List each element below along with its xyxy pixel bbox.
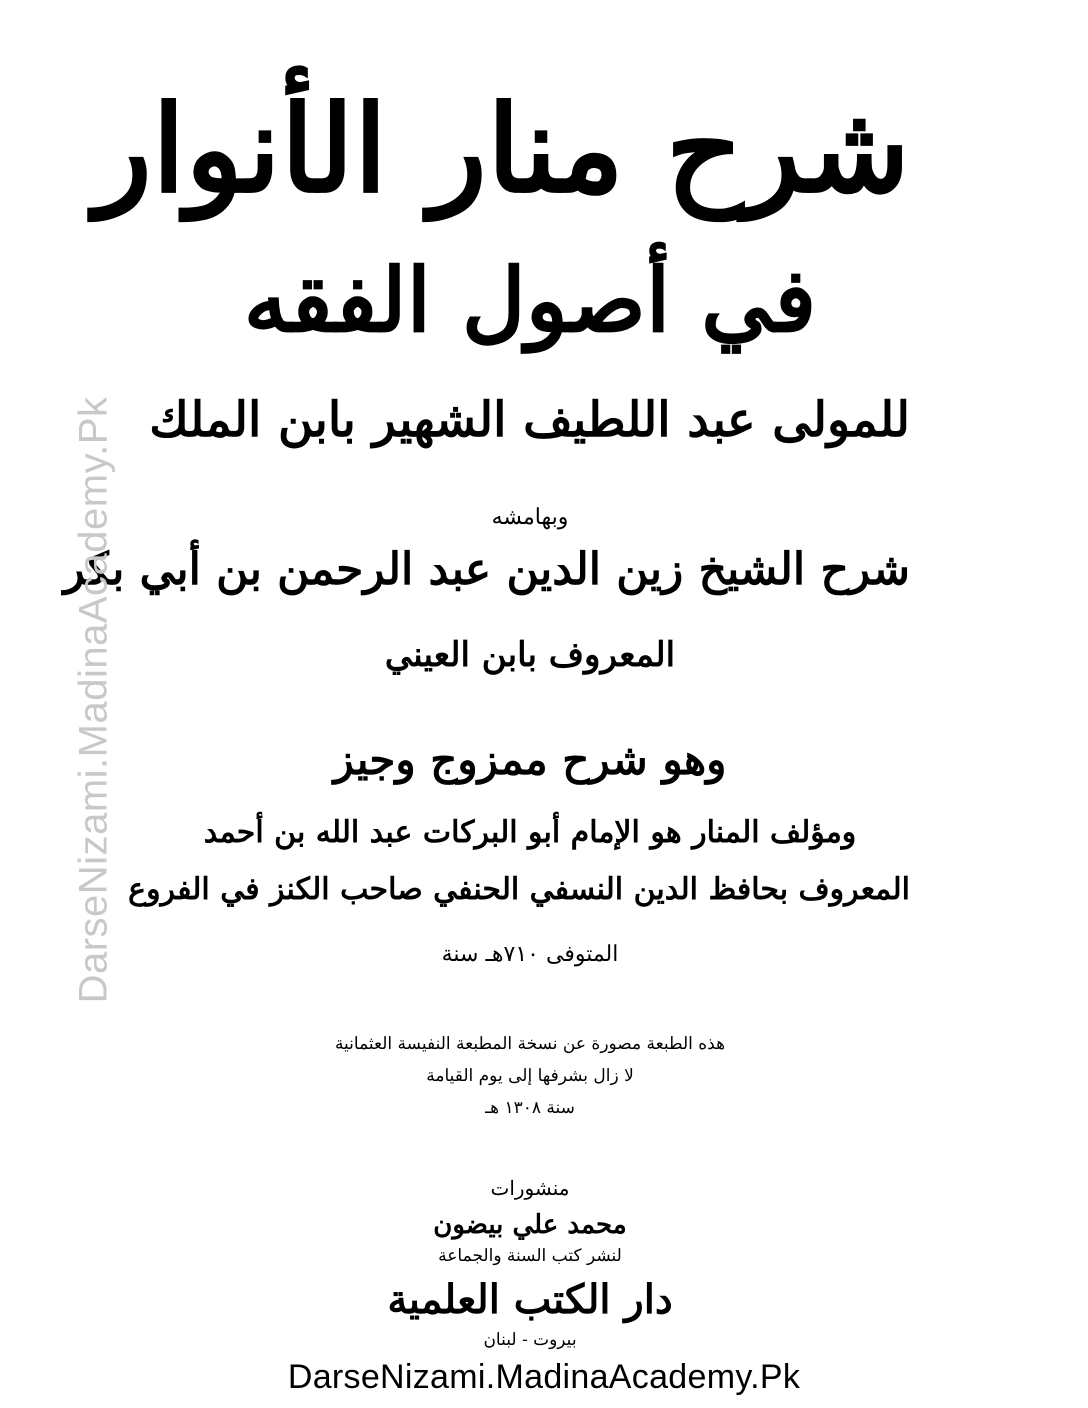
commentary-description: وهو شرح ممزوج وجيز — [333, 735, 727, 784]
publisher-house-logo: دار الكتب العلمية — [387, 1276, 673, 1323]
commentary-known-as: المعروف بابن العيني — [384, 635, 676, 675]
publisher-tagline: لنشر كتب السنة والجماعة — [438, 1246, 622, 1266]
edition-note-line-2: لا زال بشرفها إلى يوم القيامة — [426, 1066, 634, 1086]
publisher-label: منشورات — [490, 1176, 570, 1200]
bottom-watermark: DarseNizami.MadinaAcademy.Pk — [287, 1358, 801, 1396]
death-year: المتوفى ٧١٠هـ سنة — [441, 942, 619, 967]
edition-note-line-3: سنة ١٣٠٨ هـ — [485, 1098, 575, 1118]
commentary-title: شرح الشيخ زين الدين عبد الرحمن بن أبي بكر — [63, 544, 910, 595]
publisher-name: محمد علي بيضون — [433, 1210, 627, 1240]
margin-label: وبهامشه — [491, 505, 569, 530]
book-author: للمولى عبد اللطيف الشهير بابن الملك — [149, 392, 910, 448]
edition-note-line-1: هذه الطبعة مصورة عن نسخة المطبعة النفيسة العثمانية — [334, 1034, 726, 1054]
manar-author-line-1: ومؤلف المنار هو الإمام أبو البركات عبد الله بن أحمد — [203, 815, 857, 850]
book-title: شرح منار الأنوار — [94, 79, 910, 220]
publisher-city: بيروت - لبنان — [483, 1330, 577, 1350]
manar-author-line-2: المعروف بحافظ الدين النسفي الحنفي صاحب الكنز في الفروع — [128, 872, 910, 907]
book-subtitle: في أصول الفقه — [243, 248, 817, 352]
side-watermark: DarseNizami.MadinaAcademy.Pk — [71, 396, 116, 1004]
